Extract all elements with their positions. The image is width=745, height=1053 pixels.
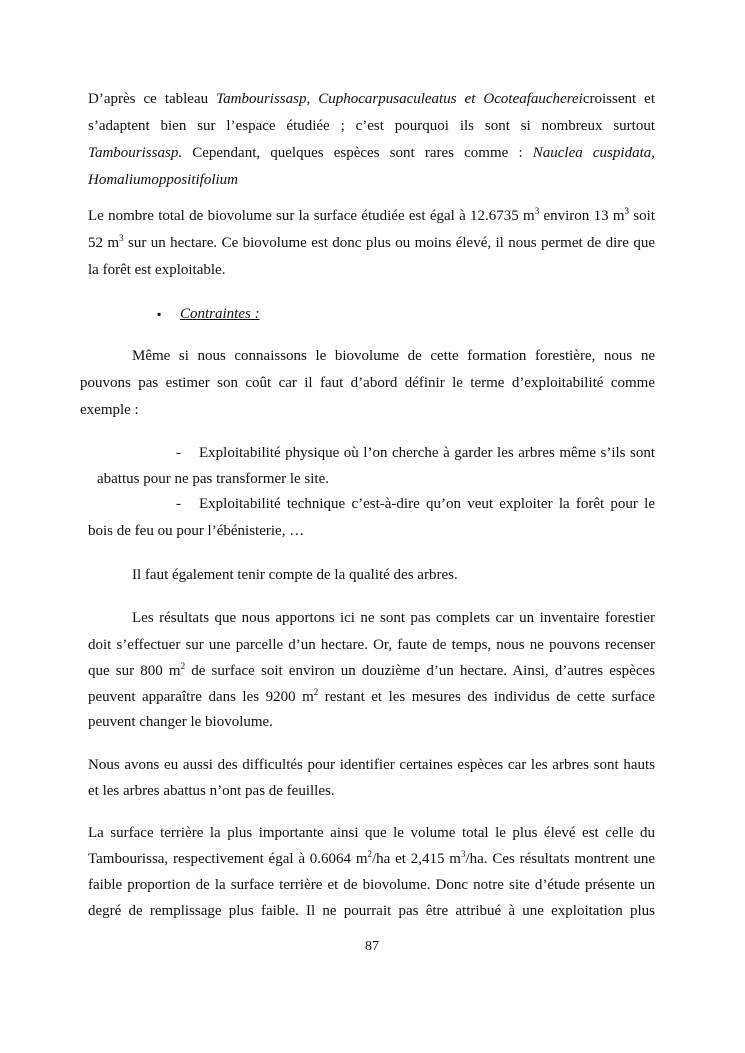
text: D’après ce tableau (88, 91, 217, 107)
text-line: peuvent changer le biovolume. (88, 714, 273, 730)
species-name: Cuphocarpusaculeatus et Ocoteafaucherei (318, 91, 583, 107)
text-line: faible proportion de la surface terrière et de biovolume. Donc notre site d’étude présente un (88, 877, 655, 893)
page-number: 87 (365, 939, 379, 954)
text: , (306, 91, 319, 107)
superscript: 3 (460, 849, 466, 859)
species-name: Homaliumoppositifolium (88, 172, 239, 188)
text-line: et les arbres abattus n’ont pas de feuilles. (88, 783, 335, 799)
superscript: 2 (313, 687, 319, 697)
text: sur un hectare. Ce biovolume est donc plus ou moins élevé, il nous permet de dire que (123, 235, 655, 251)
text: Tambourissa, respectivement égal à 0.6064 m (88, 851, 368, 867)
heading-label: Contraintes : (180, 306, 260, 322)
text: /ha et 2,415 m (372, 851, 461, 867)
text: croissent et (582, 91, 655, 107)
superscript: 2 (180, 661, 186, 671)
species-name: Tambourissasp (216, 91, 307, 107)
text: /ha. Ces résultats montrent une (465, 851, 655, 867)
text: 52 m (88, 235, 120, 251)
list-item-line: abattus pour ne pas transformer le site. (97, 471, 330, 487)
text-line: la forêt est exploitable. (88, 262, 226, 278)
text-line: Les résultats que nous apportons ici ne sont pas complets car un inventaire forestier (132, 610, 655, 626)
species-name: Tambourissasp. (88, 145, 183, 161)
text: Cependant, quelques espèces sont rares comme : (182, 145, 533, 161)
text: environ 13 m (539, 208, 625, 224)
text: , (651, 145, 655, 161)
dash-marker: - (176, 496, 181, 512)
text: de surface soit environ un douzième d’un hectare. Ainsi, d’autres espèces (185, 663, 655, 679)
bullet-icon: ▪ (157, 307, 162, 321)
text-line: degré de remplissage plus faible. Il ne pourrait pas être attribué à une exploitation plus (88, 903, 655, 919)
species-name: Nauclea cuspidata (532, 145, 652, 161)
superscript: 3 (534, 206, 540, 216)
text-line (88, 171, 238, 189)
text-line: s’adaptent bien sur l’espace étudiée ; c’est pourquoi ils sont si nombreux surtout (88, 118, 655, 134)
text-line: pouvons pas estimer son coût car il faut d’abord définir le terme d’exploitabilité comme (80, 375, 655, 391)
list-item-line: bois de feu ou pour l’ébénisterie, … (88, 523, 305, 539)
list-item-line: Exploitabilité physique où l’on cherche à garder les arbres même s’ils sont (199, 445, 655, 461)
superscript: 3 (119, 233, 124, 243)
text: Le nombre total de biovolume sur la surface étudiée est égal à 12.6735 m (88, 208, 535, 224)
text-line: La surface terrière la plus importante ainsi que le volume total le plus élevé est celle du (88, 825, 655, 841)
text-line (88, 234, 655, 252)
text-line (88, 662, 655, 680)
superscript: 3 (624, 206, 630, 216)
text-line: Même si nous connaissons le biovolume de cette formation forestière, nous ne (132, 348, 655, 364)
paragraph-quality: Il faut également tenir compte de la qualité des arbres. (132, 567, 458, 583)
list-item-line: Exploitabilité technique c’est-à-dire qu’on veut exploiter la forêt pour le (199, 496, 655, 512)
text-line: Nous avons eu aussi des difficultés pour identifier certaines espèces car les arbres sont hauts (88, 757, 655, 773)
text: soit (629, 208, 655, 224)
text-line (88, 688, 655, 706)
text: que sur 800 m (88, 663, 181, 679)
text: peuvent apparaître dans les 9200 m (88, 689, 314, 705)
text-line: doit s’effectuer sur une parcelle d’un hectare. Or, faute de temps, nous ne pouvons recenser (88, 637, 655, 653)
text-line (88, 90, 655, 108)
superscript: 2 (367, 849, 372, 859)
text: restant et les mesures des individus de cette surface (318, 689, 655, 705)
text-line (88, 850, 655, 868)
text-line (88, 144, 655, 162)
dash-marker: - (176, 445, 181, 461)
text-line (88, 207, 655, 225)
text-line: exemple : (80, 402, 139, 418)
